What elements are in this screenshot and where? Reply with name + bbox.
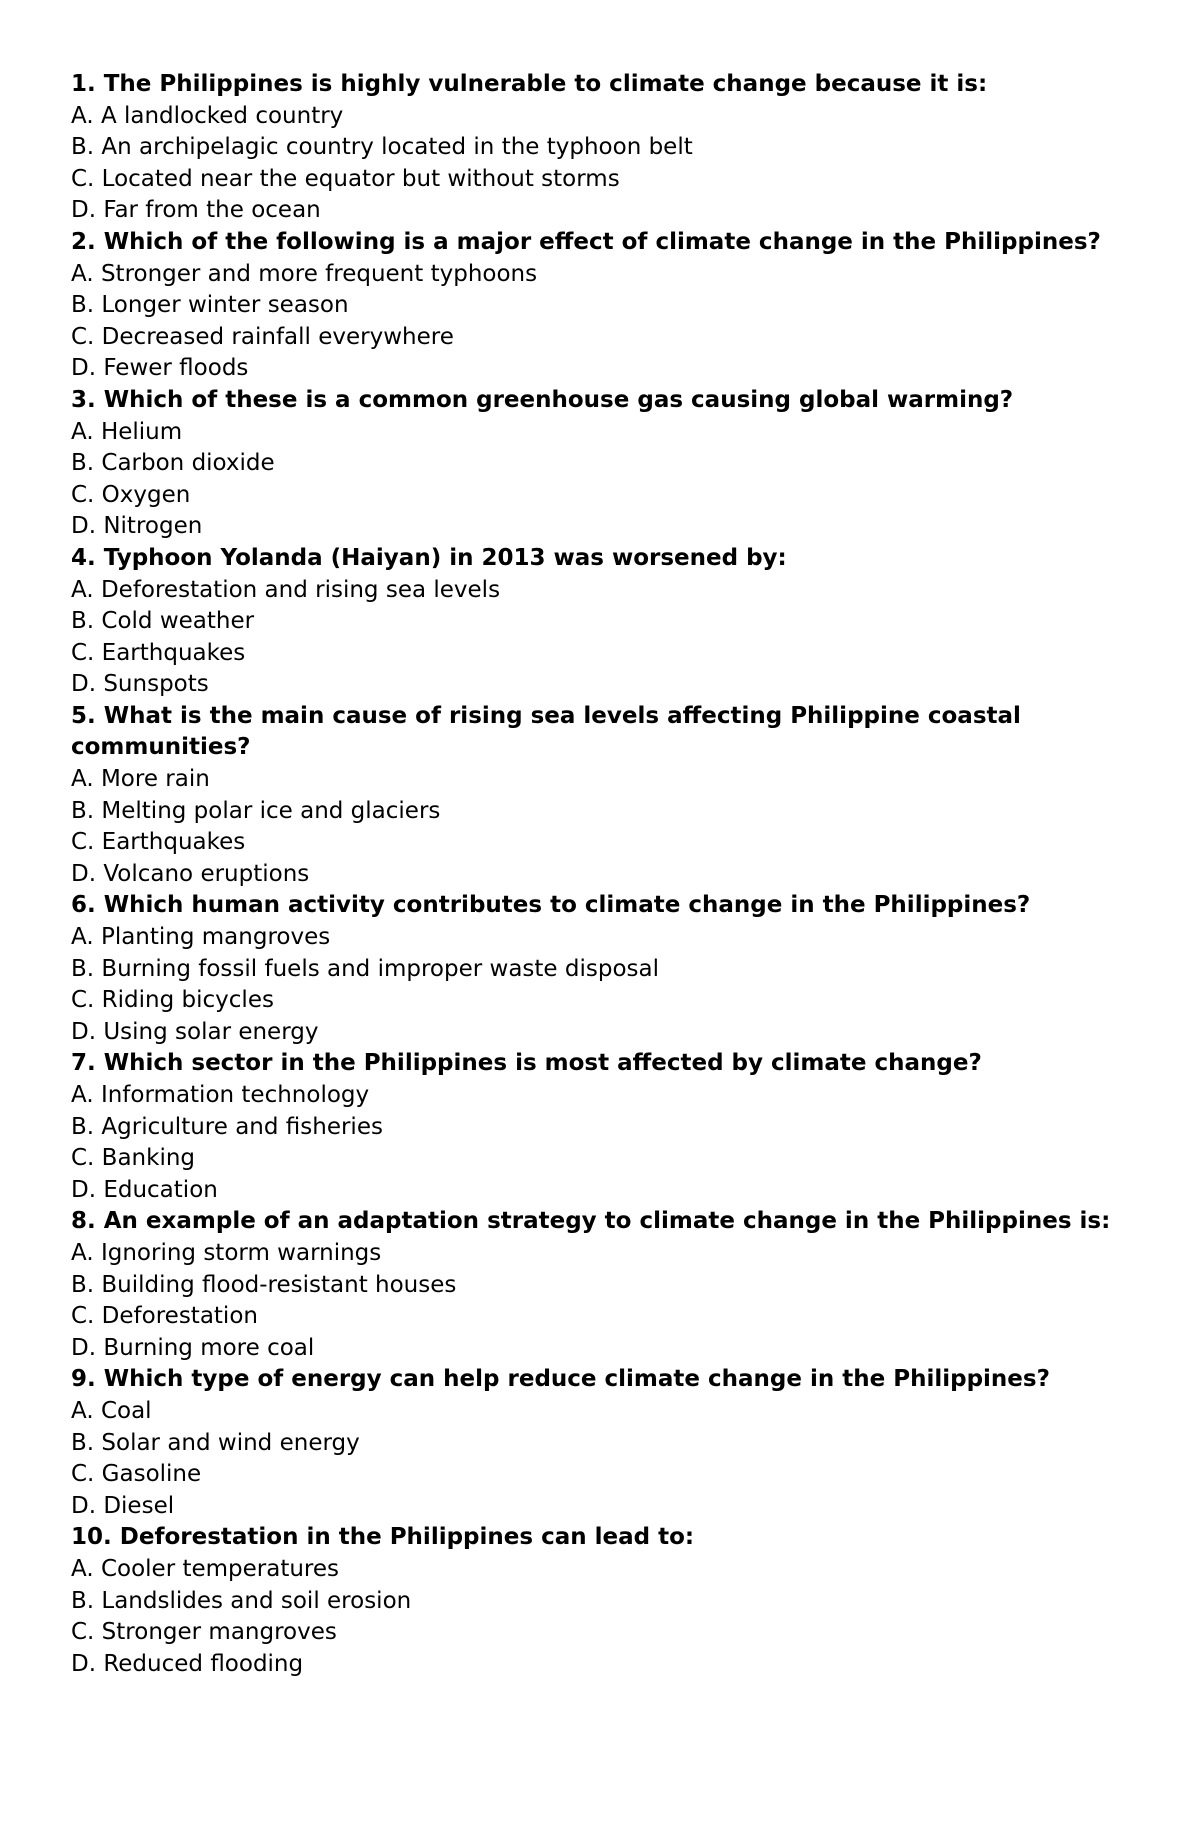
choice-c: C. Located near the equator but without storms [71, 165, 620, 192]
question-2 [71, 227, 1141, 385]
question-text: 7. Which sector in the Philippines is most affected by climate change? [71, 1050, 982, 1077]
question-text: 4. Typhoon Yolanda (Haiyan) in 2013 was worsened by: [71, 544, 787, 571]
question-8 [71, 1206, 1141, 1364]
choice-a: A. Helium [71, 418, 183, 445]
question-9 [71, 1364, 1141, 1522]
choice-a: A. Planting mangroves [71, 924, 331, 951]
choice-b: B. Carbon dioxide [71, 450, 275, 477]
choice-c: C. Stronger mangroves [71, 1619, 337, 1646]
choice-d: D. Using solar energy [71, 1018, 319, 1045]
choice-b: B. Burning fossil fuels and improper waste disposal [71, 955, 659, 982]
question-text: 6. Which human activity contributes to climate change in the Philippines? [71, 892, 1031, 919]
question-text: 2. Which of the following is a major effect of climate change in the Philippines? [71, 228, 1101, 255]
choice-b: B. Building flood-resistant houses [71, 1271, 457, 1298]
question-10 [71, 1522, 1141, 1680]
choice-d: D. Volcano eruptions [71, 860, 310, 887]
choice-c: C. Earthquakes [71, 829, 246, 856]
choice-d: D. Diesel [71, 1492, 175, 1519]
question-1 [71, 69, 1141, 227]
choice-c: C. Riding bicycles [71, 987, 274, 1014]
choice-a: A. Ignoring storm warnings [71, 1239, 382, 1266]
choice-b: B. Landslides and soil erosion [71, 1587, 412, 1614]
choice-d: D. Fewer floods [71, 355, 249, 382]
choice-d: D. Far from the ocean [71, 197, 321, 224]
choice-d: D. Burning more coal [71, 1334, 315, 1361]
question-3 [71, 385, 1141, 543]
question-text: 9. Which type of energy can help reduce climate change in the Philippines? [71, 1366, 1050, 1393]
choice-d: D. Reduced flooding [71, 1650, 304, 1677]
question-4 [71, 543, 1141, 701]
choice-b: B. Melting polar ice and glaciers [71, 797, 441, 824]
choice-a: A. A landlocked country [71, 102, 344, 129]
question-text: 5. What is the main cause of rising sea levels affecting Philippine coastal communities? [71, 702, 1021, 761]
question-7 [71, 1048, 1141, 1206]
choice-a: A. Cooler temperatures [71, 1555, 340, 1582]
choice-a: A. Deforestation and rising sea levels [71, 576, 501, 603]
choice-a: A. Information technology [71, 1082, 370, 1108]
choice-a: A. Stronger and more frequent typhoons [71, 260, 538, 287]
question-text: 10. Deforestation in the Philippines can lead to: [71, 1524, 695, 1551]
choice-d: D. Sunspots [71, 671, 209, 698]
choice-a: A. More rain [71, 766, 210, 793]
choice-c: C. Earthquakes [71, 639, 246, 666]
choice-d: D. Nitrogen [71, 513, 203, 540]
choice-c: C. Decreased rainfall everywhere [71, 323, 454, 350]
choice-b: B. An archipelagic country located in the typhoon belt [71, 134, 693, 161]
choice-c: C. Gasoline [71, 1461, 202, 1488]
choice-b: B. Solar and wind energy [71, 1429, 360, 1456]
choice-a: A. Coal [71, 1397, 152, 1424]
choice-c: C. Oxygen [71, 481, 191, 508]
choice-c: C. Deforestation [71, 1303, 258, 1330]
question-6 [71, 890, 1141, 1048]
choice-c: C. Banking [71, 1145, 196, 1172]
question-5 [71, 701, 1141, 891]
question-text: 8. An example of an adaptation strategy to climate change in the Philippines is: [71, 1208, 1111, 1235]
choice-b: B. Agriculture and fisheries [71, 1113, 383, 1140]
choice-d: D. Education [71, 1176, 218, 1203]
quiz-document [71, 69, 1141, 1680]
question-text: 1. The Philippines is highly vulnerable to climate change because it is: [71, 71, 988, 97]
choice-b: B. Longer winter season [71, 292, 349, 319]
choice-b: B. Cold weather [71, 608, 255, 635]
question-text: 3. Which of these is a common greenhouse gas causing global warming? [71, 386, 1014, 413]
